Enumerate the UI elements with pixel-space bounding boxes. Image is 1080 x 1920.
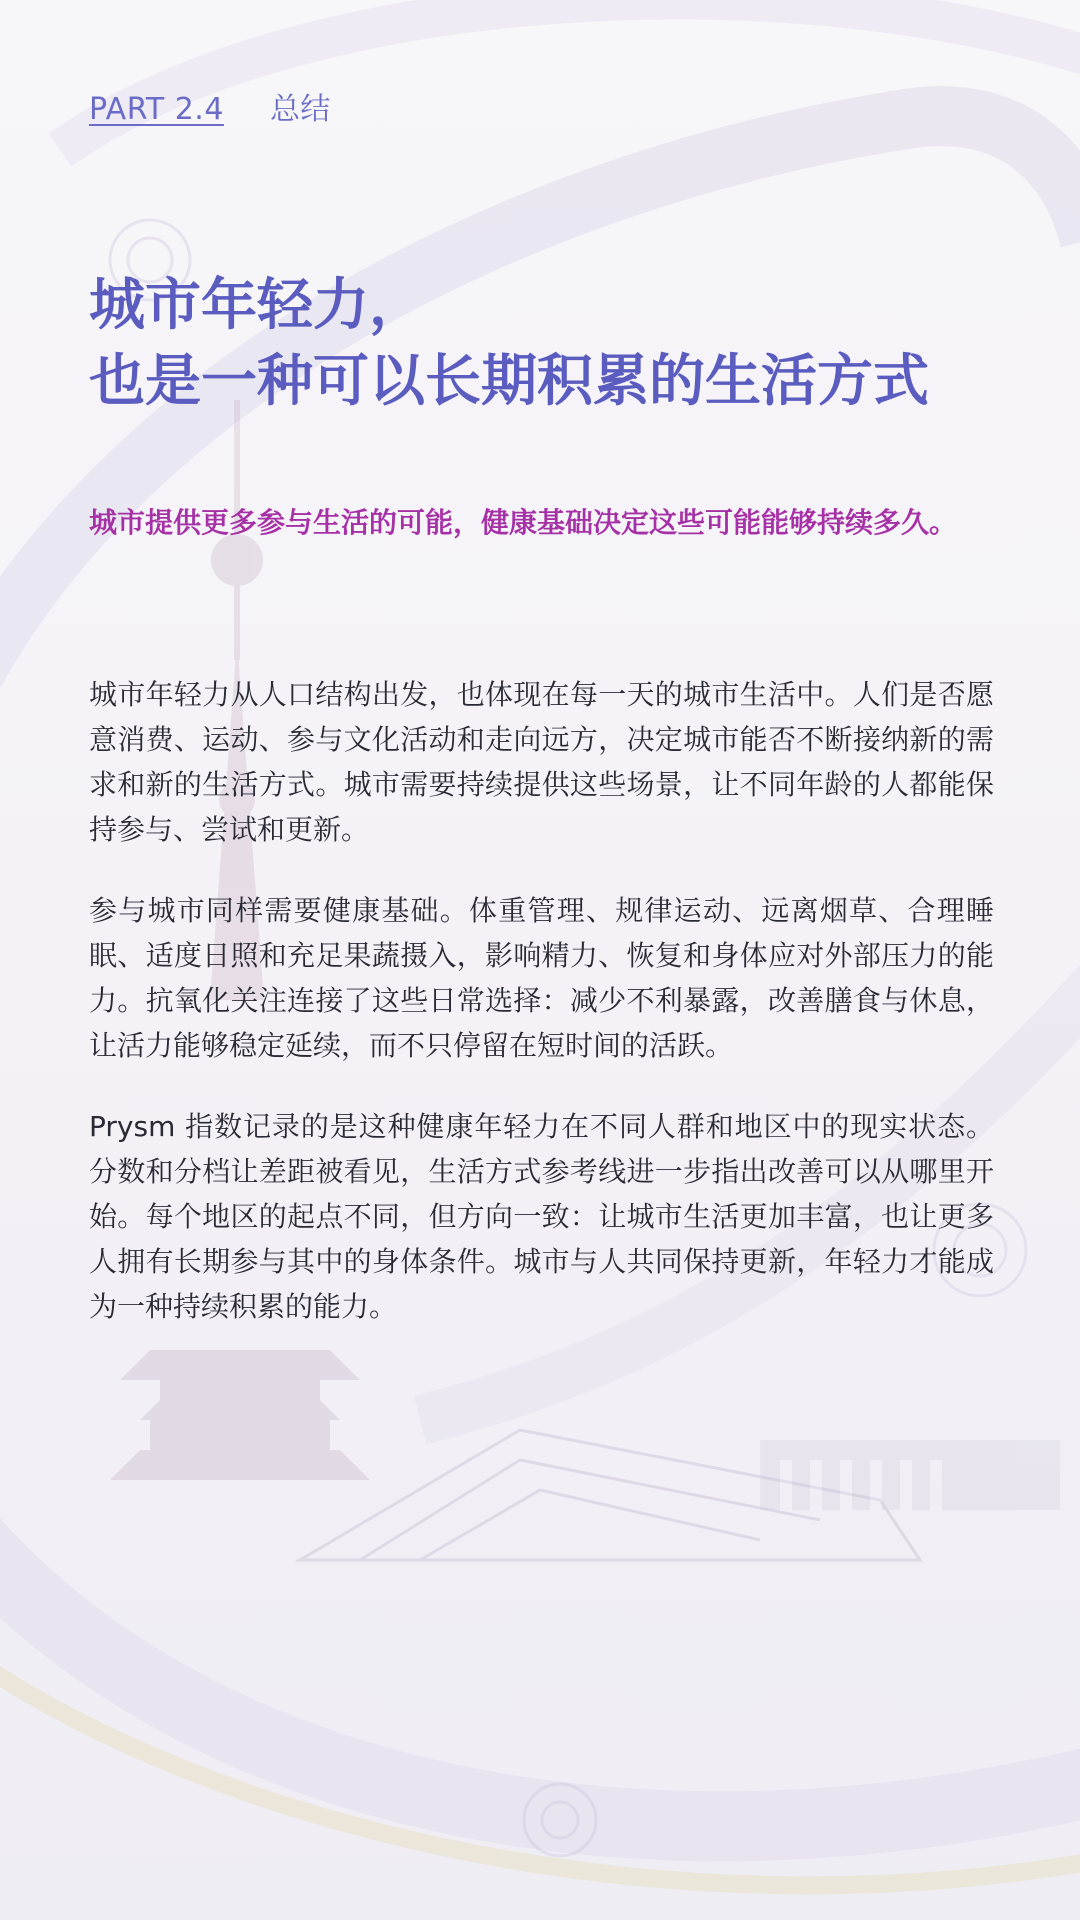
part-label: PART 2.4 (89, 92, 224, 127)
page-title-line-2: 也是一种可以长期积累的生活方式 (89, 349, 929, 414)
body-paragraph-2: 参与城市同样需要健康基础。体重管理、规律运动、远离烟草、合理睡眠、适度日照和充足果蔬摄入，影响精力、恢复和身体应对外部压力的能力。抗氧化关注连接了这些日常选择：减少不利暴露，改善膳食与休息，让活力能够稳定延续，而不只停留在短时间的活跃。 (89, 894, 994, 1062)
page-subtitle: 城市提供更多参与生活的可能，健康基础决定这些可能能够持续多久。 (89, 506, 958, 539)
body-paragraph-3: Prysm 指数记录的是这种健康年轻力在不同人群和地区中的现实状态。分数和分档让差距被看见，生活方式参考线进一步指出改善可以从哪里开始。每个地区的起点不同，但方向一致：让城市生活更加丰富，也让更多人拥有长期参与其中的身体条件。城市与人共同保持更新，年轻力才能成为一种持续积累的能力。 (89, 1110, 994, 1323)
page-title (89, 268, 1029, 420)
section-header (89, 84, 331, 128)
page-title-line-1: 城市年轻力， (89, 273, 425, 338)
part-title: 总结 (269, 92, 331, 127)
body-paragraph-1: 城市年轻力从人口结构出发，也体现在每一天的城市生活中。人们是否愿意消费、运动、参与文化活动和走向远方，决定城市能否不断接纳新的需求和新的生活方式。城市需要持续提供这些场景，让不同年龄的人都能保持参与、尝试和更新。 (89, 678, 994, 846)
